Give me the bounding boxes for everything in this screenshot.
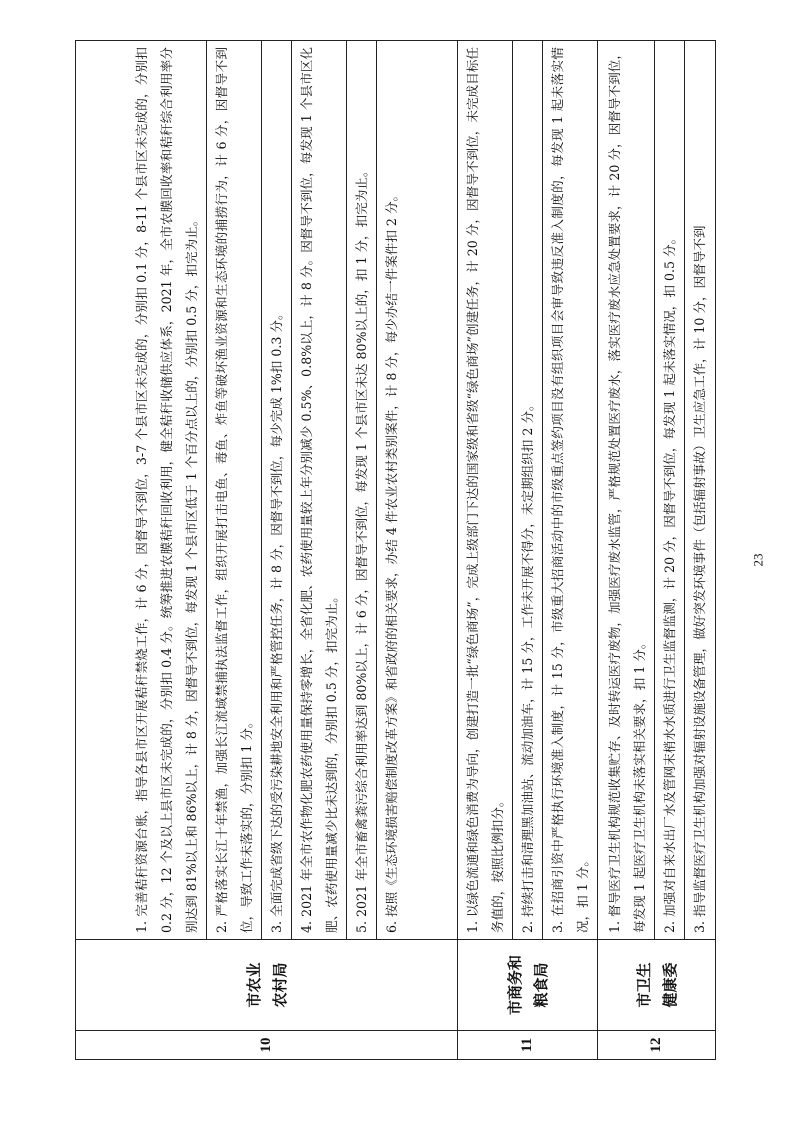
department-name-line: 健康委 (660, 962, 679, 1008)
table-row (76, 41, 458, 1060)
task-list (76, 41, 458, 940)
task-item: 4. 2021 年全市农作物化肥农药使用量保持零增长，全省化肥、农药使用量较上年分别减少 0.5%、0.8%以上，计 8 分。因督导不到位，每发现 1 个县市区化肥、农药使用量减少比未达到的，分别扣 0.5 分，扣完为止。 (292, 41, 347, 939)
task-item: 1. 完善秸秆资源台账，指导各县市区开展秸秆禁烧工作，计 6 分，因督导不到位，3-7 个县市区未完成的，分别扣 0.1 分，8-11 个县市区未完成的，分别扣 0.2 分，12 个及以上县市区未完成的，分别扣 0.4 分。统筹推进农膜秸秆回收利用，健全秸秆收储供应体系，2021 年，全市农膜回收率和秸秆综合利用率分别达到 81%以上和 86%以上，计 8 分，因督导不到位，每发现 1 个县市区低于 1 个百分点以上的，分别扣 0.5 分，扣完为止。 (127, 41, 207, 939)
task-item: 5. 2021 年全市畜禽粪污综合利用率达到 80%以上，计 6 分，因督导不到位，每发现 1 个县市区未达 80%以上的，扣 1 分，扣完为止。 (347, 41, 377, 939)
row-number: 12 (598, 1031, 716, 1060)
task-list (458, 41, 598, 940)
department-name-line: 市卫生 (634, 962, 653, 1008)
task-item: 1. 以绿色流通和绿色消费为导向，创建打造一批“绿色商场”，完成上级部门下达的国家级和省级“绿色商场”创建任务，计 20 分，因督导不到位，未完成目标任务值的，按照比例扣分。 (458, 41, 513, 939)
task-item: 2. 加强对自来水出厂水及管网末梢水水质进行卫生监督监测，计 20 分，因督导不到位，每发现 1 起未落实情况，扣 0.5 分。 (655, 41, 685, 939)
department-name-line: 市农业 (244, 962, 263, 1008)
assessment-table (75, 40, 716, 1060)
department-name-line: 农村局 (270, 962, 289, 1008)
task-item: 3. 指导监督医疗卫生机构加强对辐射设施设备管理，做好突发环境事件（包括辐射事故）卫生应急工作，计 10 分，因督导不到 (691, 225, 707, 933)
task-item: 6. 按照《生态环境损害赔偿制度改革方案》和省政府的相关要求，办结 4 件农业农村类别案件，计 8 分，每少办结一件案件扣 2 分。 (384, 188, 399, 933)
task-item: 1. 督导医疗卫生机构规范收集贮存、及时转运医疗废物，加强医疗废水监管，严格规范处置医疗废水，落实医疗废水应急处置要求，计 20 分，因督导不到位，每发现 1 起医疗卫生机构未落实相关要求，扣 1 分。 (600, 41, 655, 939)
department-name (598, 940, 716, 1031)
task-item: 3. 全面完成省级下达的受污染耕地安全利用和严格管控任务，计 8 分，因督导不到位，每少完成 1%扣 0.3 分。 (262, 41, 292, 939)
task-item: 2. 持续打击和清理黑加油站、流动加油车，计 15 分，工作未开展不得分，未定期组织扣 2 分。 (513, 41, 543, 939)
rotated-page-content (75, 40, 715, 1060)
task-item: 2. 严格落实长江十年禁渔，加强长江流域禁捕执法监督工作，组织开展打击电鱼、毒鱼、炸鱼等破坏渔业资源和生态环境的捕捞行为，计 6 分，因督导不到位，导致工作未落实的，分别扣 1 分。 (207, 41, 262, 939)
department-name-line: 粮食局 (531, 962, 550, 1008)
task-item: 3. 在招商引资中严格执行环境准入制度，计 15 分，市级重大招商活动中的市级重点签约项目没有组织项目会审导致违反准入制度的，每发现 1 起未落实情况，扣 1 分。 (550, 47, 590, 933)
row-number: 10 (76, 1031, 458, 1060)
table-row (598, 41, 716, 1060)
department-name (76, 940, 458, 1031)
page-number: 23 (750, 553, 766, 567)
department-name-line: 市商务和 (505, 955, 524, 1016)
row-number: 11 (458, 1031, 598, 1060)
task-list (598, 41, 716, 940)
department-name (458, 940, 598, 1031)
table-row (458, 41, 598, 1060)
